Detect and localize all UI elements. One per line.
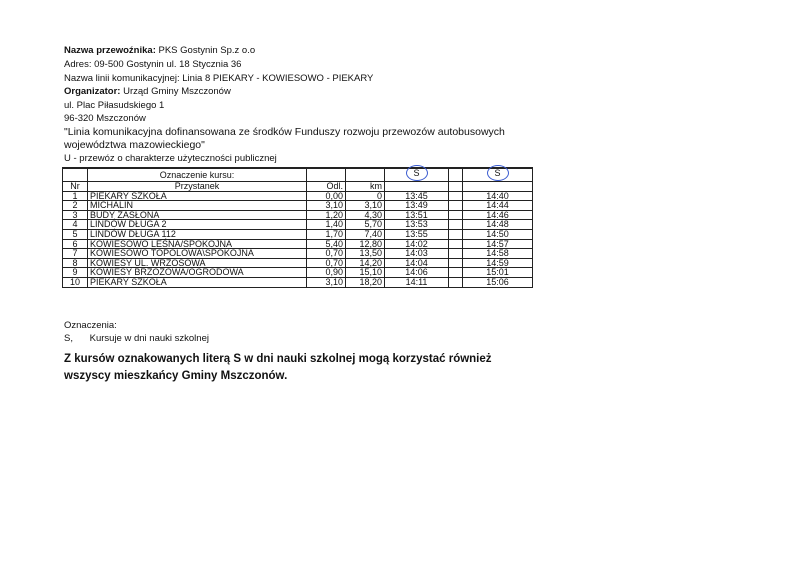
table-row [63,191,533,201]
stop-km: 12,80 [346,239,385,249]
stop-distance: 0,90 [307,268,346,278]
stop-name: KOWIESOWO LEŚNA/SPOKOJNA [88,239,307,249]
carrier-label: Nazwa przewoźnika: [64,45,156,56]
stop-number: 10 [63,277,88,287]
city-line: 96-320 Mszczonów [64,113,146,124]
street-line: ul. Plac Piłasudskiego 1 [64,100,165,111]
stop-distance: 3,10 [307,201,346,211]
departure-time-1: 14:04 [385,258,449,268]
departure-time-2: 15:06 [463,277,533,287]
spacer-cell [449,277,463,287]
spacer-cell [449,210,463,220]
course-mark-label: Oznaczenie kursu: [88,168,307,182]
organizer-label: Organizator: [64,86,121,97]
stop-number: 1 [63,191,88,201]
departure-time-2: 14:48 [463,220,533,230]
line-name: Nazwa linii komunikacyjnej: Linia 8 PIEKARY - KOWIESOWO - PIEKARY [64,73,374,84]
stop-distance: 3,10 [307,277,346,287]
stop-name: BUDY ZASŁONA [88,210,307,220]
departure-time-1: 14:03 [385,249,449,259]
stop-number: 6 [63,239,88,249]
stop-name: KOWIESY UL. WRZOSOWA [88,258,307,268]
dist-header: Odl. [307,182,346,192]
departure-time-2: 14:59 [463,258,533,268]
timetable [62,167,533,288]
stop-number: 3 [63,210,88,220]
stop-number: 2 [63,201,88,211]
table-row [63,229,533,239]
stop-distance: 0,70 [307,249,346,259]
stop-distance: 1,70 [307,229,346,239]
table-row [63,277,533,287]
public-utility-line: U - przewóz o charakterze użyteczności publicznej [64,153,277,164]
spacer-cell [449,239,463,249]
carrier-value: PKS Gostynin Sp.z o.o [158,45,256,56]
departure-time-2: 14:40 [463,191,533,201]
spacer-cell [449,191,463,201]
legend-description: Kursuje w dni nauki szkolnej [89,333,209,344]
stop-distance: 1,20 [307,210,346,220]
departure-time-2: 14:58 [463,249,533,259]
carrier-line [64,45,255,57]
stop-name: LINDÓW DŁUGA 2 [88,220,307,230]
departure-time-1: 14:11 [385,277,449,287]
stop-number: 9 [63,268,88,278]
stop-distance: 0,00 [307,191,346,201]
address-line: Adres: 09-500 Gostynin ul. 18 Stycznia 36 [64,59,242,70]
stop-distance: 1,40 [307,220,346,230]
funding-line-2: województwa mazowieckiego" [64,139,205,151]
stop-km: 0 [346,191,385,201]
stop-number: 7 [63,249,88,259]
departure-time-1: 13:51 [385,210,449,220]
course-mark-circle: S [487,165,509,181]
departure-time-1: 13:49 [385,201,449,211]
spacer-cell [449,258,463,268]
organizer-value: Urząd Gminy Mszczonów [123,86,231,97]
table-row [63,268,533,278]
departure-time-2: 14:57 [463,239,533,249]
stop-km: 15,10 [346,268,385,278]
notice-line-2: wszyscy mieszkańcy Gminy Mszczonów. [64,370,288,382]
table-row [63,201,533,211]
stop-name: MICHALIN [88,201,307,211]
departure-time-2: 14:44 [463,201,533,211]
nr-header: Nr [63,182,88,192]
departure-time-2: 14:50 [463,229,533,239]
course-mark-circle: S [406,165,428,181]
stop-name: KOWIESY BRZOZOWA/OGRODOWA [88,268,307,278]
departure-time-1: 13:53 [385,220,449,230]
spacer-cell [449,229,463,239]
stop-name: KOWIESOWO TOPOLOWA\SPOKOJNA [88,249,307,259]
course-mark-row [63,168,533,182]
stop-distance: 0,70 [307,258,346,268]
notice-line-1: Z kursów oznakowanych literą S w dni nauki szkolnej mogą korzystać również [64,353,492,365]
course-mark-1 [385,168,449,182]
departure-time-2: 15:01 [463,268,533,278]
stop-header: Przystanek [88,182,307,192]
course-mark-2 [463,168,533,182]
legend-mark: S, [64,333,73,344]
stop-distance: 5,40 [307,239,346,249]
stop-km: 18,20 [346,277,385,287]
stop-number: 5 [63,229,88,239]
stop-km: 4,30 [346,210,385,220]
departure-time-1: 14:06 [385,268,449,278]
spacer-cell [449,220,463,230]
stop-km: 13,50 [346,249,385,259]
stop-name: LINDÓW DŁUGA 112 [88,229,307,239]
stop-number: 4 [63,220,88,230]
spacer-cell [449,249,463,259]
departure-time-1: 13:45 [385,191,449,201]
spacer-cell [449,201,463,211]
table-row [63,249,533,259]
stop-km: 7,40 [346,229,385,239]
organizer-line [64,86,231,98]
header-row [63,182,533,192]
funding-line-1: "Linia komunikacyjna dofinansowana ze środków Funduszy rozwoju przewozów autobusowych [64,126,505,138]
departure-time-2: 14:46 [463,210,533,220]
stop-km: 3,10 [346,201,385,211]
departure-time-1: 14:02 [385,239,449,249]
legend-entry [64,333,209,345]
departure-time-1: 13:55 [385,229,449,239]
spacer-cell [449,268,463,278]
stop-km: 14,20 [346,258,385,268]
stop-km: 5,70 [346,220,385,230]
stop-name: PIEKARY SZKOŁA [88,277,307,287]
stop-number: 8 [63,258,88,268]
km-header: km [346,182,385,192]
stop-name: PIEKARY SZKOŁA [88,191,307,201]
legend-title: Oznaczenia: [64,320,117,331]
